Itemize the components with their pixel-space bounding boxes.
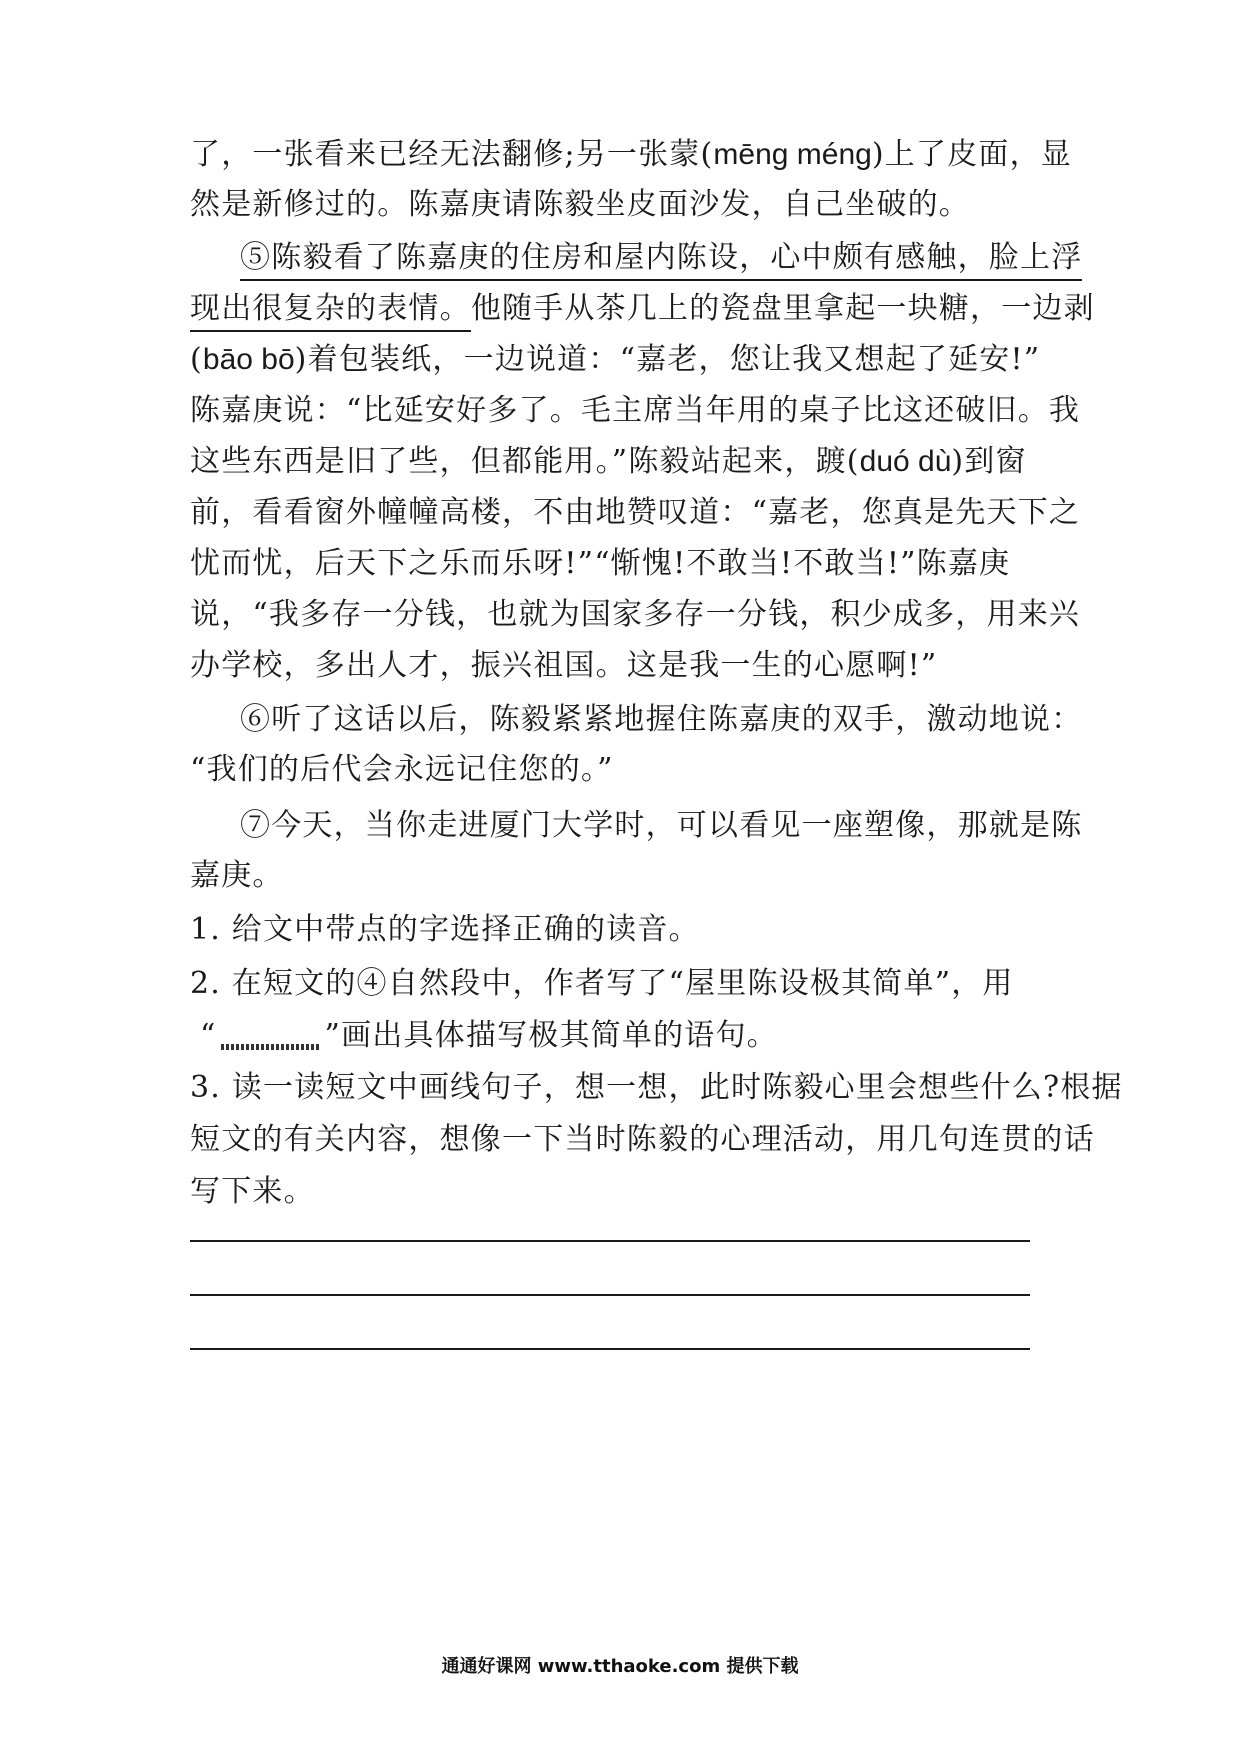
passage-text: 了，一张看来已经无法翻修;另一张蒙( <box>190 137 714 172</box>
passage-text: “我们的后代会永远记住您的。” <box>190 752 614 787</box>
passage-line <box>240 238 1082 278</box>
answer-line[interactable] <box>190 1294 1030 1296</box>
passage-line <box>190 391 1080 431</box>
passage-text: ( <box>190 342 203 377</box>
answer-line[interactable] <box>190 1240 1030 1242</box>
underlined-sentence: 现出很复杂的表情。 <box>190 291 471 332</box>
passage-line <box>190 135 1072 175</box>
pinyin-options: mēng méng <box>713 138 872 171</box>
passage-text: )到窗 <box>951 444 1027 479</box>
passage-line <box>190 340 1040 380</box>
passage-line <box>190 750 614 790</box>
passage-text: 前，看看窗外幢幢高楼，不由地赞叹道：“嘉老，您真是先天下之 <box>190 495 1081 530</box>
passage-text: ⑥听了这话以后，陈毅紧紧地握住陈嘉庚的双手，激动地说： <box>240 702 1083 737</box>
wavy-underline-sample <box>221 1044 321 1050</box>
question-3-cont <box>190 1172 315 1212</box>
question-1 <box>190 910 700 950</box>
passage-line <box>190 646 937 686</box>
passage-text: 陈嘉庚说：“比延安好多了。毛主席当年用的桌子比这还破旧。我 <box>190 393 1081 428</box>
passage-text: 说，“我多存一分钱，也就为国家多存一分钱，积少成多，用来兴 <box>190 597 1081 632</box>
passage-text: )上了皮面，显 <box>871 137 1072 172</box>
question-text: “ <box>200 1018 217 1053</box>
passage-text: ⑦今天，当你走进厦门大学时，可以看见一座塑像，那就是陈 <box>240 808 1083 843</box>
passage-line <box>240 700 1082 740</box>
passage-line <box>190 442 1027 482</box>
question-text: 写下来。 <box>190 1174 315 1209</box>
passage-text: 忧而忧，后天下之乐而乐呀!”“惭愧!不敢当!不敢当!”陈嘉庚 <box>190 546 1011 581</box>
question-text: ”画出具体描写极其简单的语句。 <box>324 1018 778 1053</box>
passage-line <box>240 806 1082 846</box>
pinyin-options: duó dù <box>859 445 952 478</box>
underlined-sentence: ⑤陈毅看了陈嘉庚的住房和屋内陈设，心中颇有感触，脸上浮 <box>240 240 1082 281</box>
question-3-cont <box>190 1120 1095 1160</box>
passage-text: 嘉庚。 <box>190 858 284 893</box>
question-3 <box>190 1068 1123 1108</box>
question-2-cont <box>200 1016 778 1056</box>
passage-line <box>190 595 1080 635</box>
question-text: 3. 读一读短文中画线句子，想一想，此时陈毅心里会想些什么?根据 <box>190 1070 1123 1105</box>
passage-text: 然是新修过的。陈嘉庚请陈毅坐皮面沙发，自己坐破的。 <box>190 187 970 222</box>
answer-line[interactable] <box>190 1348 1030 1350</box>
passage-line <box>190 185 970 225</box>
passage-line <box>190 544 1010 584</box>
question-text: 短文的有关内容，想像一下当时陈毅的心理活动，用几句连贯的话 <box>190 1122 1095 1157</box>
passage-line <box>190 289 1095 329</box>
passage-text: 他随手从茶几上的瓷盘里拿起一块糖，一边剥 <box>470 291 1095 326</box>
question-text: 2. 在短文的④自然段中，作者写了“屋里陈设极其简单”，用 <box>190 966 1014 1001</box>
question-2 <box>190 964 1014 1004</box>
passage-text: 办学校，多出人才，振兴祖国。这是我一生的心愿啊!” <box>190 648 938 683</box>
passage-text: )着包装纸，一边说道：“嘉老，您让我又想起了延安!” <box>294 342 1041 377</box>
pinyin-options: bāo bō <box>202 343 295 376</box>
passage-line <box>190 856 284 896</box>
question-text: 1. 给文中带点的字选择正确的读音。 <box>190 912 700 947</box>
passage-text: 这些东西是旧了些，但都能用。”陈毅站起来，踱( <box>190 444 860 479</box>
footer-credit: 通通好课网 www.tthaoke.com 提供下载 <box>441 1656 799 1677</box>
passage-line <box>190 493 1080 533</box>
